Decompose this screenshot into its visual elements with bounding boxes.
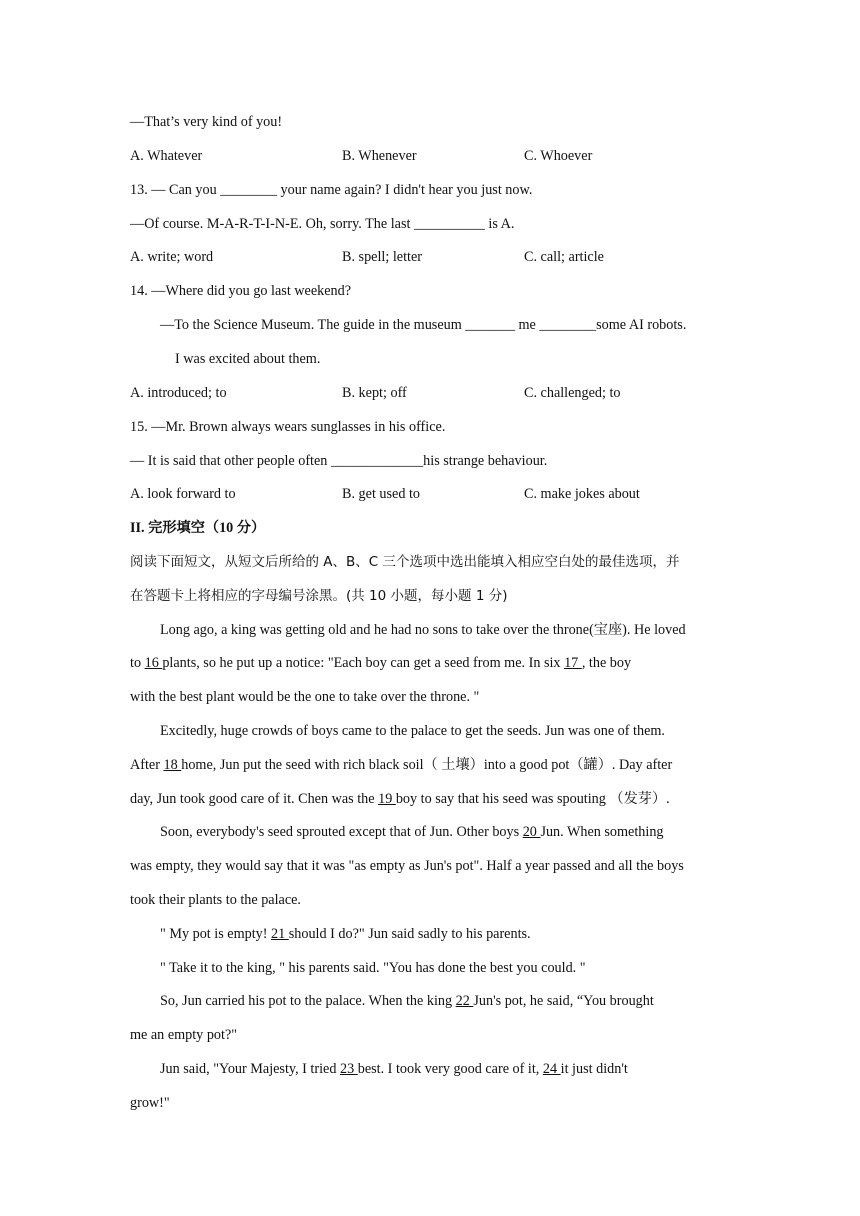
instructions-line-1: 阅读下面短文，从短文后所给的 A、B、C 三个选项中选出能填入相应空白处的最佳选项，并: [130, 554, 680, 570]
option-c: C. make jokes about: [524, 486, 640, 502]
q14-reply: —To the Science Museum. The guide in the museum _______ me ________some AI robots.: [160, 317, 687, 333]
text: Jun. When something: [540, 824, 664, 840]
option-a: A. write; word: [130, 249, 214, 265]
option-a: A. look forward to: [130, 486, 236, 502]
option-c: C. challenged; to: [524, 385, 621, 401]
text: to: [130, 655, 145, 671]
passage-line: [130, 789, 670, 809]
blank-23: 23: [339, 1061, 358, 1077]
q12-reply: —That’s very kind of you!: [130, 114, 283, 130]
text: Jun's pot, he said, “You brought: [473, 993, 654, 1009]
option-b: B. kept; off: [342, 385, 407, 401]
q15-options: [130, 484, 730, 504]
text: After: [130, 757, 164, 773]
question-13: 13. — Can you ________ your name again? I didn't hear you just now.: [130, 182, 533, 198]
text: Soon, everybody's seed sprouted except that of Jun. Other boys: [160, 824, 523, 840]
blank-21: 21: [271, 926, 289, 942]
passage-line: with the best plant would be the one to take over the throne. ": [130, 689, 480, 705]
q14-options: [130, 383, 730, 403]
passage-line: [160, 1059, 628, 1079]
option-a: A. Whatever: [130, 148, 203, 164]
text: best. I took very good care of it,: [357, 1061, 543, 1077]
option-a: A. introduced; to: [130, 385, 227, 401]
passage-line: [130, 755, 672, 775]
q13-reply: —Of course. M-A-R-T-I-N-E. Oh, sorry. The last __________ is A.: [130, 216, 515, 232]
option-c: C. call; article: [524, 249, 604, 265]
option-b: B. spell; letter: [342, 249, 422, 265]
question-15: 15. —Mr. Brown always wears sunglasses in his office.: [130, 419, 446, 435]
text: Jun said, "Your Majesty, I tried: [160, 1061, 340, 1077]
q13-options: [130, 247, 730, 267]
question-14: 14. —Where did you go last weekend?: [130, 283, 352, 299]
option-b: B. Whenever: [342, 148, 417, 164]
passage-line: grow!": [130, 1095, 170, 1111]
passage-line: was empty, they would say that it was "as empty as Jun's pot". Half a year passed and all the boys: [130, 858, 684, 874]
blank-18: 18: [163, 757, 182, 773]
passage-line: Long ago, a king was getting old and he had no sons to take over the throne(宝座). He loved: [160, 622, 686, 638]
text: " My pot is empty!: [160, 926, 272, 942]
text: home, Jun put the seed with rich black soil（ 土壤）into a good pot（罐）. Day after: [181, 757, 673, 773]
text: day, Jun took good care of it. Chen was the: [130, 791, 379, 807]
passage-line: me an empty pot?": [130, 1027, 238, 1043]
option-c: C. Whoever: [524, 148, 593, 164]
section-heading: II. 完形填空（10 分）: [130, 520, 266, 536]
passage-line: Excitedly, huge crowds of boys came to the palace to get the seeds. Jun was one of them.: [160, 723, 665, 739]
text: should I do?" Jun said sadly to his parents.: [288, 926, 531, 942]
q14-reply-continued: I was excited about them.: [175, 351, 321, 367]
passage-line: took their plants to the palace.: [130, 892, 301, 908]
q15-reply: — It is said that other people often _____________his strange behaviour.: [130, 453, 548, 469]
passage-line: [160, 924, 531, 944]
option-b: B. get used to: [342, 486, 421, 502]
blank-24: 24: [542, 1061, 561, 1077]
passage-line: [160, 991, 654, 1011]
q12-options: [130, 146, 730, 166]
instructions-line-2: 在答题卡上将相应的字母编号涂黑。(共 10 小题，每小题 1 分): [130, 588, 508, 604]
passage-line: [160, 822, 664, 842]
text: boy to say that his seed was spouting （发芽）.: [395, 791, 670, 807]
blank-19: 19: [378, 791, 396, 807]
blank-17: 17: [564, 655, 582, 671]
blank-20: 20: [522, 824, 541, 840]
text: it just didn't: [560, 1061, 628, 1077]
passage-line: " Take it to the king, " his parents said. "You has done the best you could. ": [160, 960, 586, 976]
blank-16: 16: [144, 655, 163, 671]
blank-22: 22: [455, 993, 474, 1009]
passage-line: [130, 653, 631, 673]
text: plants, so he put up a notice: "Each boy can get a seed from me. In six: [162, 655, 565, 671]
text: So, Jun carried his pot to the palace. When the king: [160, 993, 456, 1009]
text: , the boy: [581, 655, 632, 671]
